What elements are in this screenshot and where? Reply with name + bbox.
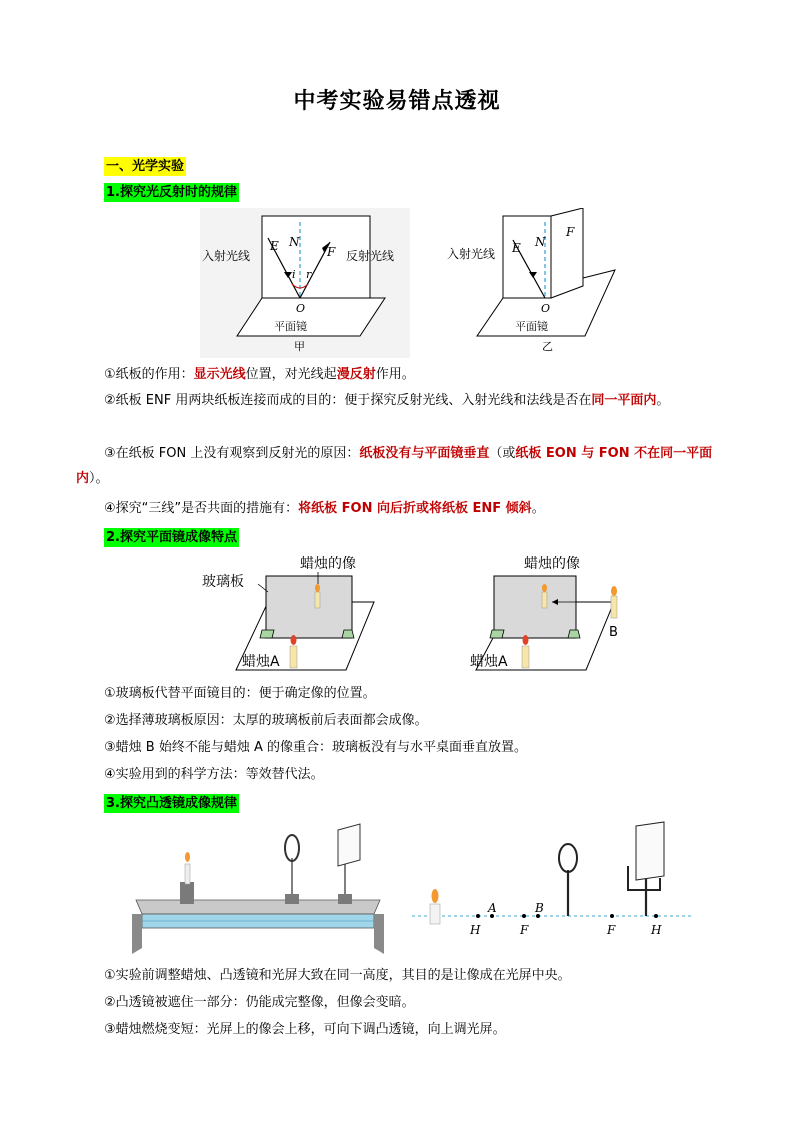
section-heading-optics: 一、光学实验 (106, 159, 185, 174)
svg-text:O: O (541, 302, 551, 315)
plane-mirror-figure-left (196, 552, 376, 676)
svg-text:O: O (296, 302, 306, 315)
figure-caption: 甲 (294, 340, 305, 353)
incident-ray-label: 入射光线 (447, 247, 496, 261)
svg-text:N: N (289, 235, 300, 249)
candle-image-label: 蜡烛的像 (300, 556, 356, 572)
candle-image-label: 蜡烛的像 (524, 556, 580, 572)
figure-caption: 乙 (542, 340, 553, 353)
svg-text:i: i (292, 268, 296, 281)
exp3-point3: ③蜡烛燃烧变短：光屏上的像会上移，可向下调凸透镜，向上调光屏。 (104, 1022, 506, 1037)
exp1-point1: ①纸板的作用：显示光线位置，对光线起漫反射作用。 (104, 367, 415, 382)
lens-diagram-figure (412, 820, 694, 940)
reflection-figure-left (200, 208, 410, 358)
svg-text:E: E (270, 239, 279, 253)
exp1-point2: ②纸板 ENF 用两块纸板连接而成的目的：便于探究反射光线、入射光线和法线是否在同一平面内。 (104, 393, 670, 408)
experiment1-heading: 1.探究光反射时的规律 (106, 185, 237, 200)
glass-plate-label: 玻璃板 (202, 574, 244, 590)
candle-a-label: 蜡烛A (242, 654, 280, 670)
optical-bench-figure (128, 818, 388, 956)
svg-text:E: E (512, 241, 521, 255)
experiment2-heading: 2.探究平面镜成像特点 (106, 530, 237, 545)
page-title: 中考实验易错点透视 (293, 88, 501, 114)
exp3-point1: ①实验前调整蜡烛、凸透镜和光屏大致在同一高度，其目的是让像成在光屏中央。 (104, 968, 571, 983)
exp2-point2: ②选择薄玻璃板原因：太厚的玻璃板前后表面都会成像。 (104, 713, 428, 728)
exp3-point2: ②凸透镜被遮住一部分：仍能成完整像，但像会变暗。 (104, 995, 415, 1010)
candle-a-label: 蜡烛A (470, 654, 508, 670)
candle-b-label: B (609, 625, 618, 640)
plane-mirror-figure-right (466, 552, 646, 676)
reflection-figure-right (445, 208, 620, 358)
svg-text:H: H (651, 923, 662, 937)
svg-text:F: F (566, 225, 575, 239)
svg-text:A: A (488, 901, 497, 915)
svg-text:N: N (535, 235, 546, 249)
svg-text:F: F (327, 245, 336, 259)
svg-text:r: r (306, 268, 312, 281)
mirror-label: 平面镜 (274, 320, 307, 333)
svg-text:B: B (535, 901, 544, 915)
experiment3-heading: 3.探究凸透镜成像规律 (106, 796, 237, 811)
mirror-label: 平面镜 (515, 320, 548, 333)
exp2-point4: ④实验用到的科学方法：等效替代法。 (104, 767, 324, 782)
exp1-point4: ④探究“三线”是否共面的措施有：将纸板 FON 向后折或将纸板 ENF 倾斜。 (104, 501, 545, 516)
svg-text:H: H (470, 923, 481, 937)
svg-text:F: F (607, 923, 616, 937)
svg-text:F: F (520, 923, 529, 937)
exp2-point1: ①玻璃板代替平面镜目的：便于确定像的位置。 (104, 686, 376, 701)
incident-ray-label: 入射光线 (202, 249, 251, 263)
exp1-point3: ③在纸板 FON 上没有观察到反射光的原因：纸板没有与平面镜垂直（或纸板 EON 与 FON 不在同一平面内）。 (76, 446, 713, 486)
exp2-point3: ③蜡烛 B 始终不能与蜡烛 A 的像重合：玻璃板没有与水平桌面垂直放置。 (104, 740, 527, 755)
reflected-ray-label: 反射光线 (346, 249, 395, 263)
